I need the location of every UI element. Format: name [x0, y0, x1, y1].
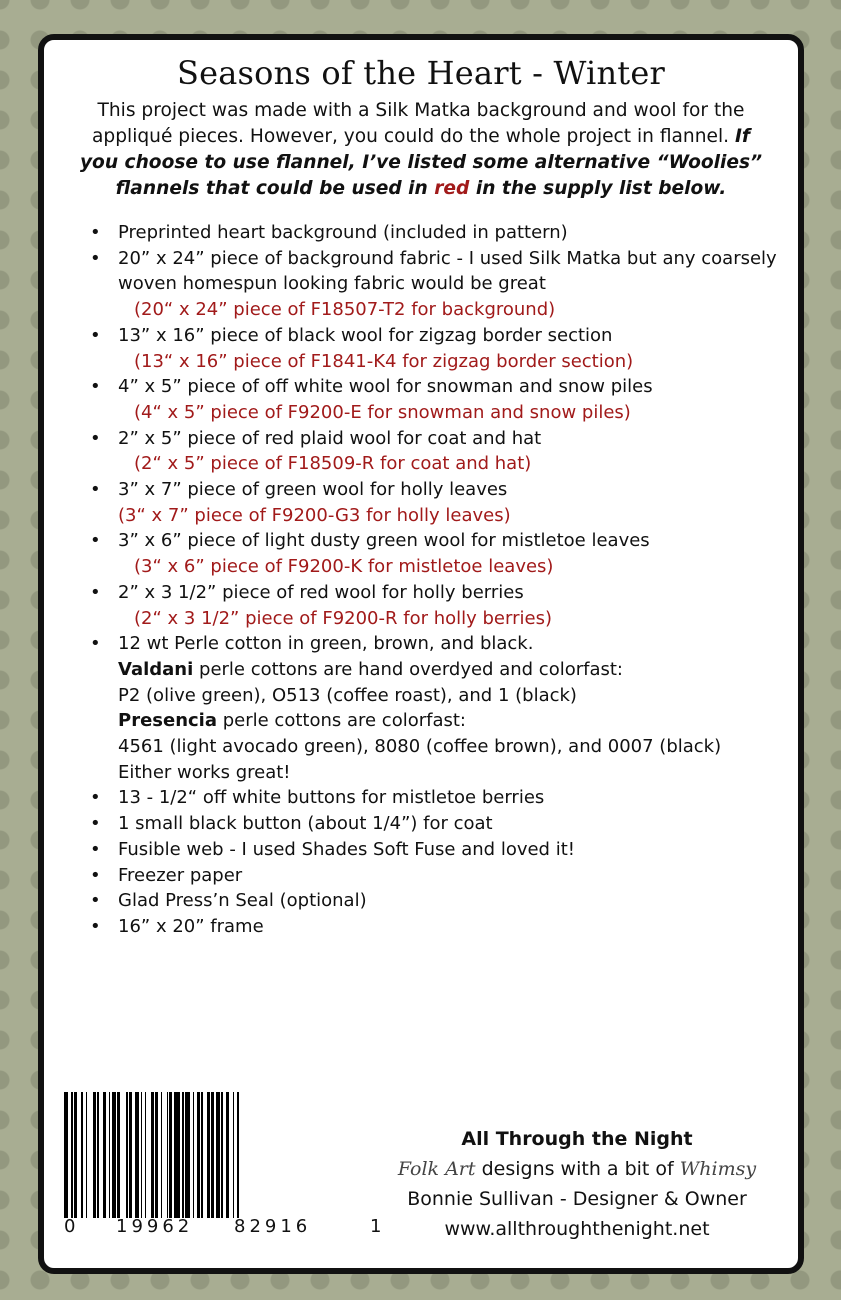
alt-flannel: (4“ x 5” piece of F9200-E for snowman and snow piles) [134, 401, 631, 423]
supply-text: 4” x 5” piece of off white wool for snowman and snow piles [118, 376, 653, 398]
list-item [118, 837, 804, 863]
supply-text: Fusible web - I used Shades Soft Fuse and loved it! [118, 838, 575, 860]
presencia-brand: Presencia [118, 710, 217, 732]
footer-credits [382, 1124, 772, 1244]
presencia-colors: 4561 (light avocado green), 8080 (coffee brown), and 0007 (black) [118, 736, 722, 758]
valdani-colors: P2 (olive green), O513 (coffee roast), and 1 (black) [118, 684, 577, 706]
perle-main: 12 wt Perle cotton in green, brown, and black. [118, 633, 534, 655]
list-item [118, 220, 804, 246]
website-link[interactable]: www.allthroughthenight.net [444, 1218, 710, 1240]
supply-text: 13” x 16” piece of black wool for zigzag border section [118, 324, 613, 346]
list-item [118, 580, 804, 631]
company-name: All Through the Night [461, 1128, 693, 1150]
tagline-whimsy: Whimsy [679, 1158, 757, 1180]
supply-text: 3” x 6” piece of light dusty green wool for mistletoe leaves [118, 530, 650, 552]
list-item [118, 914, 804, 940]
valdani-brand: Valdani [118, 658, 194, 680]
alt-flannel: (13“ x 16” piece of F1841-K4 for zigzag border section) [134, 350, 634, 372]
barcode-group1: 19962 [116, 1216, 194, 1237]
list-item [118, 785, 804, 811]
intro-emphasis-red: red [434, 178, 470, 199]
list-item [118, 374, 804, 425]
alt-flannel: (20“ x 24” piece of F18507-T2 for background) [134, 299, 556, 321]
alt-flannel: (2“ x 3 1/2” piece of F9200-R for holly berries) [134, 607, 552, 629]
alt-flannel: (3“ x 6” piece of F9200-K for mistletoe leaves) [134, 556, 554, 578]
intro-emphasis-before: If you choose to use flannel, I’ve listed some alternative “Woolies” flannels that could be used in [79, 126, 763, 199]
barcode [64, 1092, 374, 1218]
supply-text: Preprinted heart background (included in pattern) [118, 222, 568, 243]
supply-list [88, 220, 804, 940]
barcode-digit-left: 0 [64, 1216, 76, 1237]
perle-note: Either works great! [118, 761, 291, 783]
pattern-card [38, 34, 804, 1274]
supply-text: Glad Press’n Seal (optional) [118, 890, 367, 912]
page-title: Seasons of the Heart - Winter [177, 54, 665, 92]
list-item [118, 528, 804, 579]
intro-emphasis-after: in the supply list below. [475, 178, 727, 199]
barcode-bar [239, 1092, 240, 1218]
alt-flannel: (3“ x 7” piece of F9200-G3 for holly leaves) [118, 504, 511, 526]
tagline-folk-art: Folk Art [397, 1158, 476, 1180]
list-item [118, 888, 804, 914]
list-item [118, 863, 804, 889]
designer-credit: Bonnie Sullivan - Designer & Owner [407, 1188, 747, 1210]
list-item [118, 323, 804, 374]
supply-text: 2” x 5” piece of red plaid wool for coat and hat [118, 427, 542, 449]
intro-text: This project was made with a Silk Matka background and wool for the appliqué pieces. However, you could do the whole project in flannel. [92, 100, 745, 147]
supply-text: Freezer paper [118, 864, 243, 886]
intro-paragraph [74, 98, 768, 202]
tagline-middle: designs with a bit of [481, 1158, 674, 1180]
barcode-digit-right: 1 [370, 1216, 382, 1237]
barcode-group2: 82916 [234, 1216, 312, 1237]
list-item [118, 811, 804, 837]
list-item [118, 631, 804, 785]
presencia-desc: perle cottons are colorfast: [222, 710, 466, 732]
list-item [118, 426, 804, 477]
supply-text: 2” x 3 1/2” piece of red wool for holly berries [118, 581, 524, 603]
alt-flannel: (2“ x 5” piece of F18509-R for coat and hat) [134, 453, 532, 475]
list-item [118, 477, 804, 528]
supply-text: 13 - 1/2“ off white buttons for mistletoe berries [118, 787, 545, 809]
supply-text: 20” x 24” piece of background fabric - I used Silk Matka but any coarsely woven homespun looking fabric would be great [118, 247, 777, 295]
supply-text: 1 small black button (about 1/4”) for coat [118, 813, 493, 835]
valdani-desc: perle cottons are hand overdyed and colorfast: [199, 658, 623, 680]
supply-text: 3” x 7” piece of green wool for holly leaves [118, 479, 508, 501]
supply-text: 16” x 20” frame [118, 915, 264, 937]
list-item [118, 246, 804, 323]
tagline [382, 1154, 772, 1184]
